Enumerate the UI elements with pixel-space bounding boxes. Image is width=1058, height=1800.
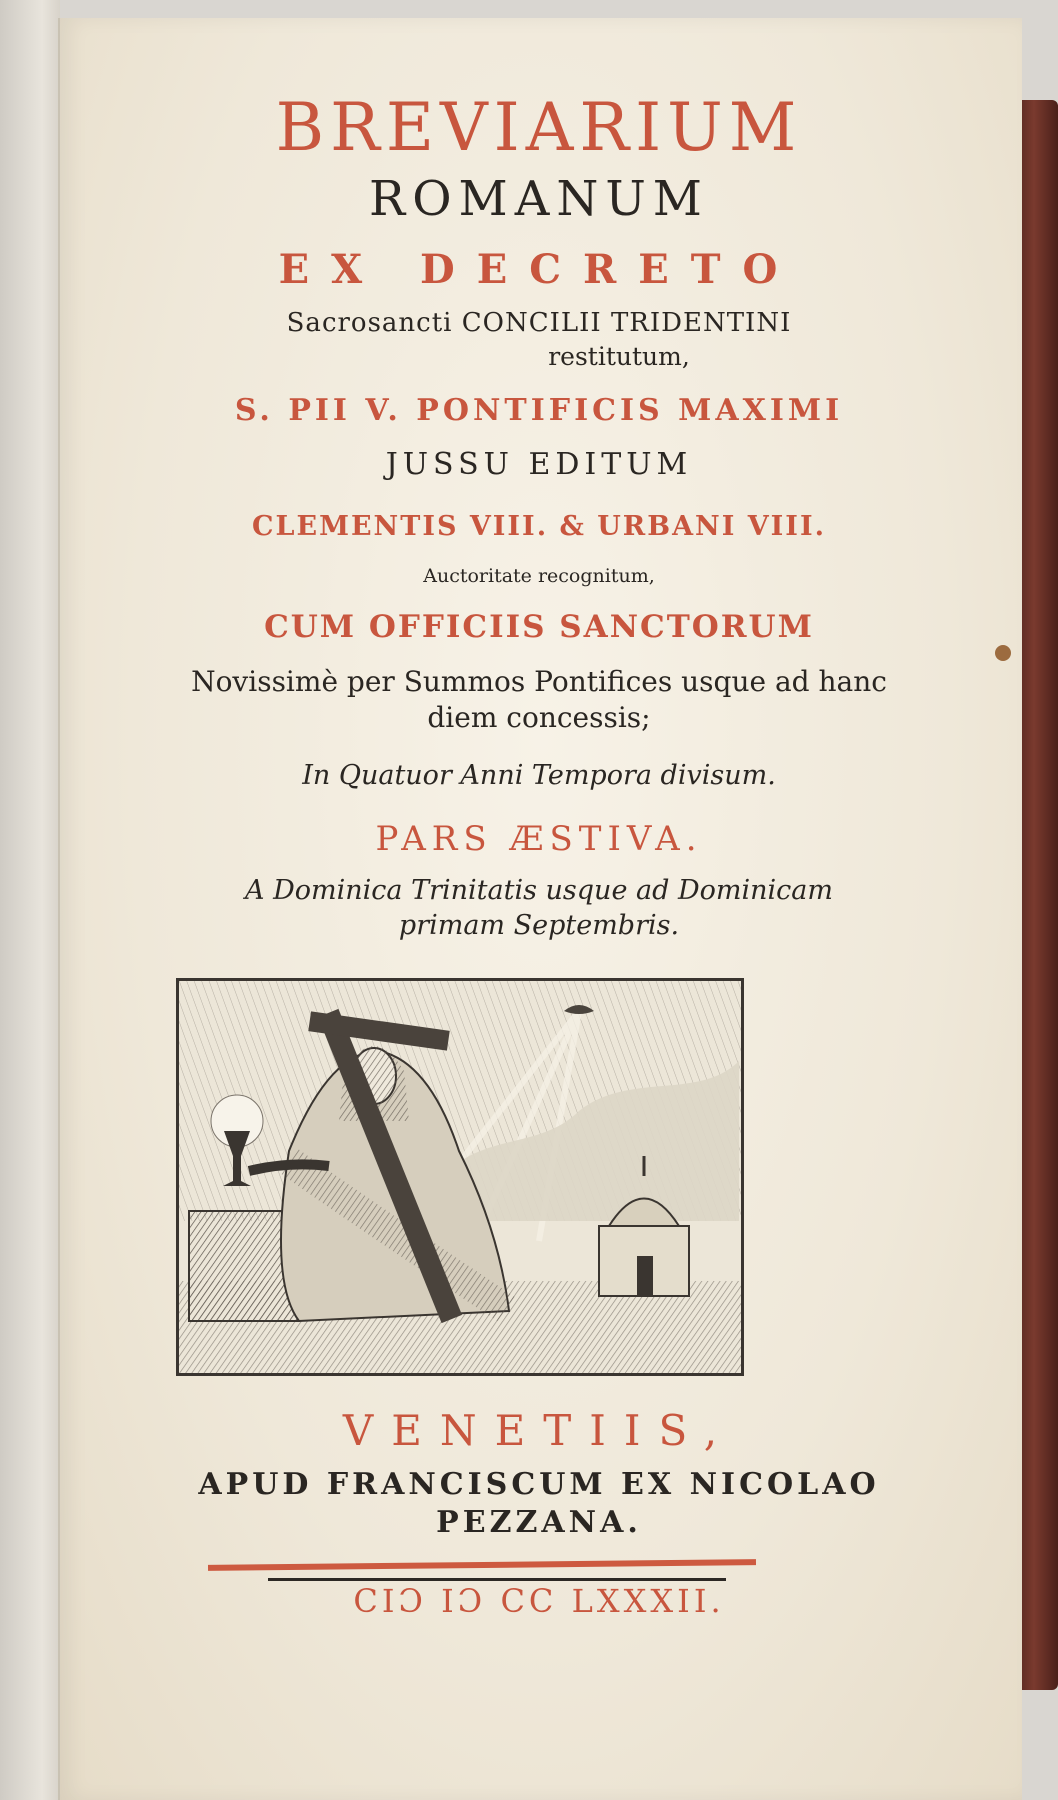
book-cover-edge [1018, 100, 1058, 1690]
title-ex-decreto: EX DECRETO [278, 246, 800, 293]
imprint-apud: APUD FRANCISCUM EX NICOLAO [198, 1467, 880, 1502]
paper-stain [995, 645, 1011, 661]
restitutum-line: restitutum, [548, 342, 690, 371]
diem-concessis-line: diem concessis; [427, 701, 651, 734]
black-rule [268, 1578, 726, 1581]
quatuor-tempora-line: In Quatuor Anni Tempora divisum. [302, 760, 776, 791]
dominica-trinitatis-line: A Dominica Trinitatis usque ad Dominicam [245, 875, 833, 906]
imprint-date: CIƆ IƆ CC LXXXII. [353, 1582, 725, 1620]
jussu-editum-line: JUSSU EDITUM [385, 447, 693, 482]
title-breviarium: BREVIARIUM [275, 89, 803, 166]
primam-septembris-line: primam Septembris. [398, 910, 680, 941]
pars-aestiva-line: PARS ÆSTIVA. [375, 819, 703, 859]
imprint-pezzana: PEZZANA. [436, 1505, 642, 1540]
auctoritate-line: Auctoritate recognitum, [423, 565, 655, 587]
imprint-venetiis: VENETIIS, [342, 1406, 736, 1455]
pius-line: S. PII V. PONTIFICIS MAXIMI [234, 393, 844, 428]
title-romanum: ROMANUM [369, 171, 709, 227]
cum-officiis-line: CUM OFFICIIS SANCTORUM [264, 609, 814, 645]
novissime-line: Novissimè per Summos Pontifices usque ad hanc [191, 665, 887, 698]
left-page-edge [0, 0, 60, 1800]
engraving-illustration [176, 978, 744, 1376]
council-line: Sacrosancti CONCILII TRIDENTINI [286, 308, 792, 338]
clement-urban-line: CLEMENTIS VIII. & URBANI VIII. [252, 511, 826, 542]
